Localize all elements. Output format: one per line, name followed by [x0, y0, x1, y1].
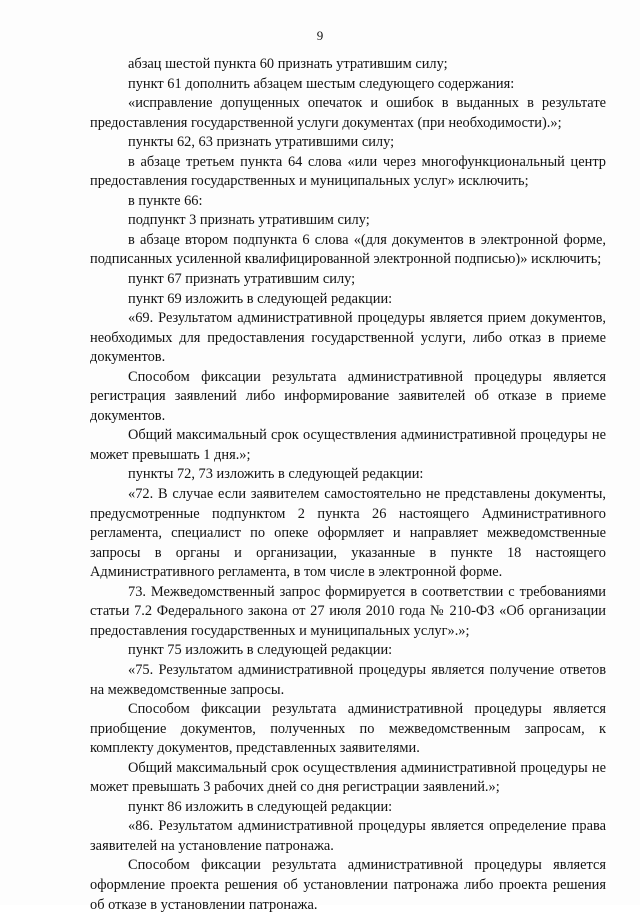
- paragraph: Общий максимальный срок осуществления административной процедуры не может превышать 3 рабочих дней со дня регистрации заявлений.»;: [90, 759, 606, 796]
- paragraph: пункты 72, 73 изложить в следующей редакции:: [128, 466, 424, 483]
- paragraph: подпункт 3 признать утратившим силу;: [128, 212, 370, 229]
- paragraph: пункт 61 дополнить абзацем шестым следующего содержания:: [128, 75, 515, 92]
- paragraph: пункт 67 признать утратившим силу;: [128, 271, 356, 288]
- paragraph: «86. Результатом административной процедуры является определение права заявителей на установление патронажа.: [90, 818, 606, 854]
- paragraph: Общий максимальный срок осуществления административной процедуры не может превышать 1 дня.»;: [90, 427, 606, 463]
- paragraph: в абзаце втором подпункта 6 слова «(для документов в электронной форме, подписанных усиленной квалифицированной электронной подписью)» исключить;: [90, 231, 606, 268]
- paragraph: «75. Результатом административной процедуры является получение ответов на межведомственные запросы.: [90, 661, 606, 698]
- paragraph: Способом фиксации результата административной процедуры является оформление проекта решения об установлении патронажа либо проекта решения об отказе в установлении патронажа.: [90, 857, 606, 913]
- paragraph: абзац шестой пункта 60 признать утратившим силу;: [128, 56, 448, 72]
- paragraph: «исправление допущенных опечаток и ошибок в выданных в результате предоставления государственной услуги документах (при необходимости).»;: [90, 95, 606, 131]
- paragraph: «69. Результатом административной процедуры является прием документов, необходимых для предоставления государственной услуги, либо отказ в приеме документов.: [90, 310, 606, 366]
- paragraph: в пункте 66:: [128, 192, 203, 209]
- paragraph: пункты 62, 63 признать утратившими силу;: [128, 134, 395, 151]
- page-number: 9: [316, 28, 324, 43]
- paragraph: 73. Межведомственный запрос формируется в соответствии с требованиями статьи 7.2 Федерального закона от 27 июля 2010 года № 210-ФЗ «Об организации предоставления государственных и муниципальных услуг».»;: [90, 583, 606, 639]
- document-body: [90, 55, 606, 915]
- paragraph: «72. В случае если заявителем самостоятельно не представлены документы, предусмотренные подпунктом 2 пункта 26 настоящего Административного регламента, специалист по опеке оформляет и направляет межведомственные запросы в органы и организации, указанные в пункте 18 настоящего Административного регламента, в том числе в электронной форме.: [90, 486, 606, 581]
- paragraph: пункт 86 изложить в следующей редакции:: [128, 798, 393, 815]
- paragraph: пункт 75 изложить в следующей редакции:: [128, 642, 393, 659]
- paragraph: Способом фиксации результата административной процедуры является приобщение документов, полученных по межведомственным запросам, к комплекту документов, представленных заявителями.: [90, 701, 606, 757]
- paragraph: Способом фиксации результата административной процедуры является регистрация заявлений либо информирование заявителей об отказе в приеме документов.: [90, 368, 606, 424]
- paragraph: в абзаце третьем пункта 64 слова «или через многофункциональный центр предоставления государственных и муниципальных услуг» исключить;: [90, 153, 606, 190]
- paragraph: пункт 69 изложить в следующей редакции:: [128, 290, 393, 307]
